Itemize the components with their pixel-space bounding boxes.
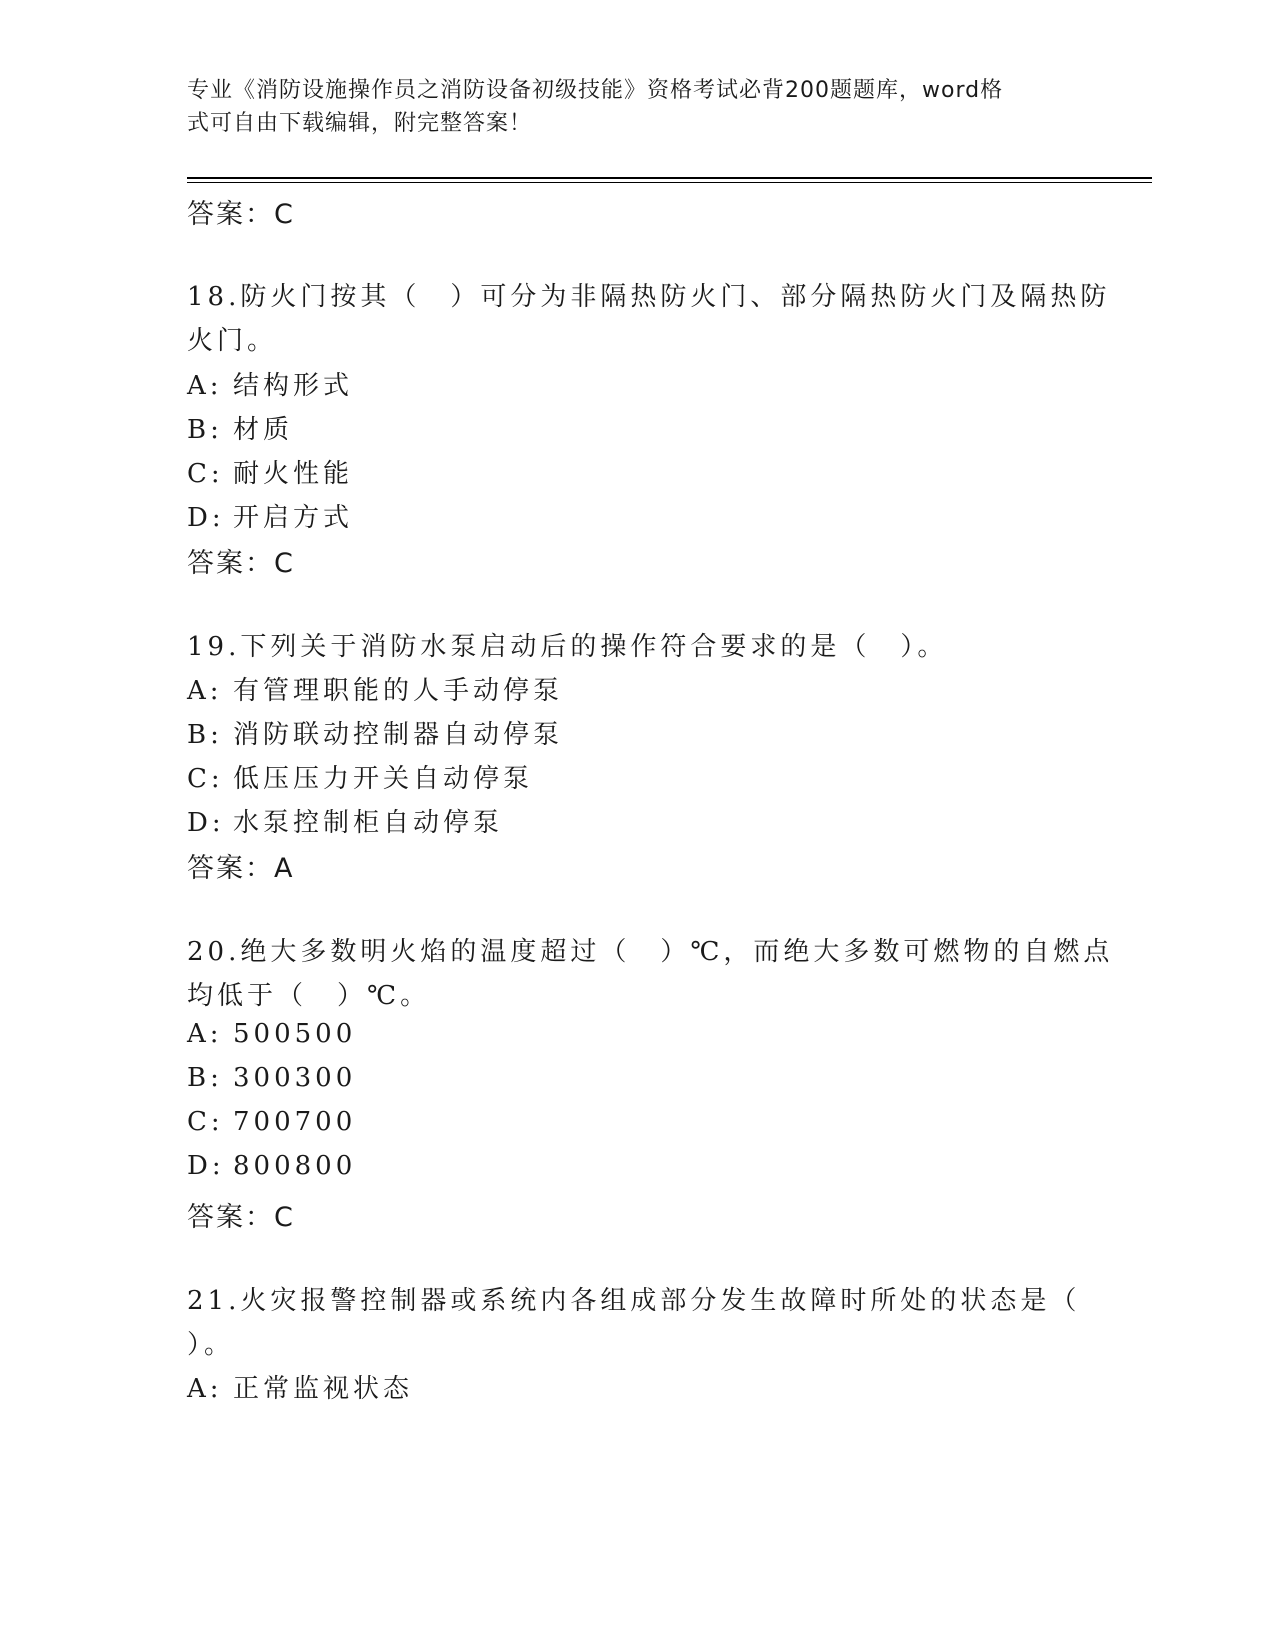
option-letter: C: [187,764,224,794]
option-b [187,1063,356,1093]
option-b [187,714,563,751]
question-stem-continued: 均低于（ ）℃。 [187,981,431,1011]
option-d [187,1151,356,1181]
option-a [187,1368,413,1405]
option-b [187,409,293,446]
header-rule-thick [187,177,1152,179]
option-text: 材质 [233,415,294,445]
option-letter: C: [187,1107,224,1137]
option-c [187,1107,356,1137]
option-text: 消防联动控制器自动停泵 [233,720,564,750]
option-c [187,758,533,795]
option-text: 有管理职能的人手动停泵 [233,676,564,706]
question-stem-continued: 火门。 [187,326,278,356]
option-text: 开启方式 [233,503,354,533]
option-text: 500500 [233,1019,357,1049]
option-letter: A: [187,371,223,401]
option-letter: A: [187,676,223,706]
answer-line: 答案：A [187,853,295,884]
option-text: 结构形式 [233,371,354,401]
answer-line: 答案：C [187,1202,295,1233]
option-letter: D: [187,503,225,533]
question-stem: 20.绝大多数明火焰的温度超过（ ）℃，而绝大多数可燃物的自燃点 [187,937,1114,967]
option-text: 700700 [233,1107,357,1137]
option-text: 800800 [233,1151,357,1181]
option-c [187,453,353,490]
question-stem: 18.防火门按其（ ）可分为非隔热防火门、部分隔热防火门及隔热防 [187,282,1111,312]
option-text: 正常监视状态 [233,1374,414,1404]
question-stem: 21.火灾报警控制器或系统内各组成部分发生故障时所处的状态是（ [187,1286,1081,1316]
option-text: 300300 [233,1063,357,1093]
header-line-2: 式可自由下载编辑，附完整答案！ [187,111,533,136]
option-letter: C: [187,459,224,489]
option-text: 水泵控制柜自动停泵 [233,808,504,838]
option-letter: D: [187,1151,225,1181]
question-stem: 19.下列关于消防水泵启动后的操作符合要求的是（ ）。 [187,632,948,662]
option-letter: A: [187,1019,223,1049]
header-line-1: 专业《消防设施操作员之消防设备初级技能》资格考试必背200题题库，word格 [187,78,1004,103]
option-text: 耐火性能 [233,459,354,489]
option-letter: B: [187,1063,223,1093]
answer-line: 答案：C [187,548,295,579]
option-letter: A: [187,1374,223,1404]
option-d [187,497,353,534]
option-d [187,802,503,839]
option-text: 低压压力开关自动停泵 [233,764,534,794]
option-letter: B: [187,415,223,445]
option-a [187,365,353,402]
option-letter: D: [187,808,225,838]
document-header [187,74,1067,140]
option-a [187,1019,356,1049]
option-letter: B: [187,720,223,750]
header-rule-thin [187,182,1152,183]
answer-line: 答案：C [187,199,295,230]
option-a [187,670,563,707]
question-stem-continued: ）。 [187,1330,235,1360]
